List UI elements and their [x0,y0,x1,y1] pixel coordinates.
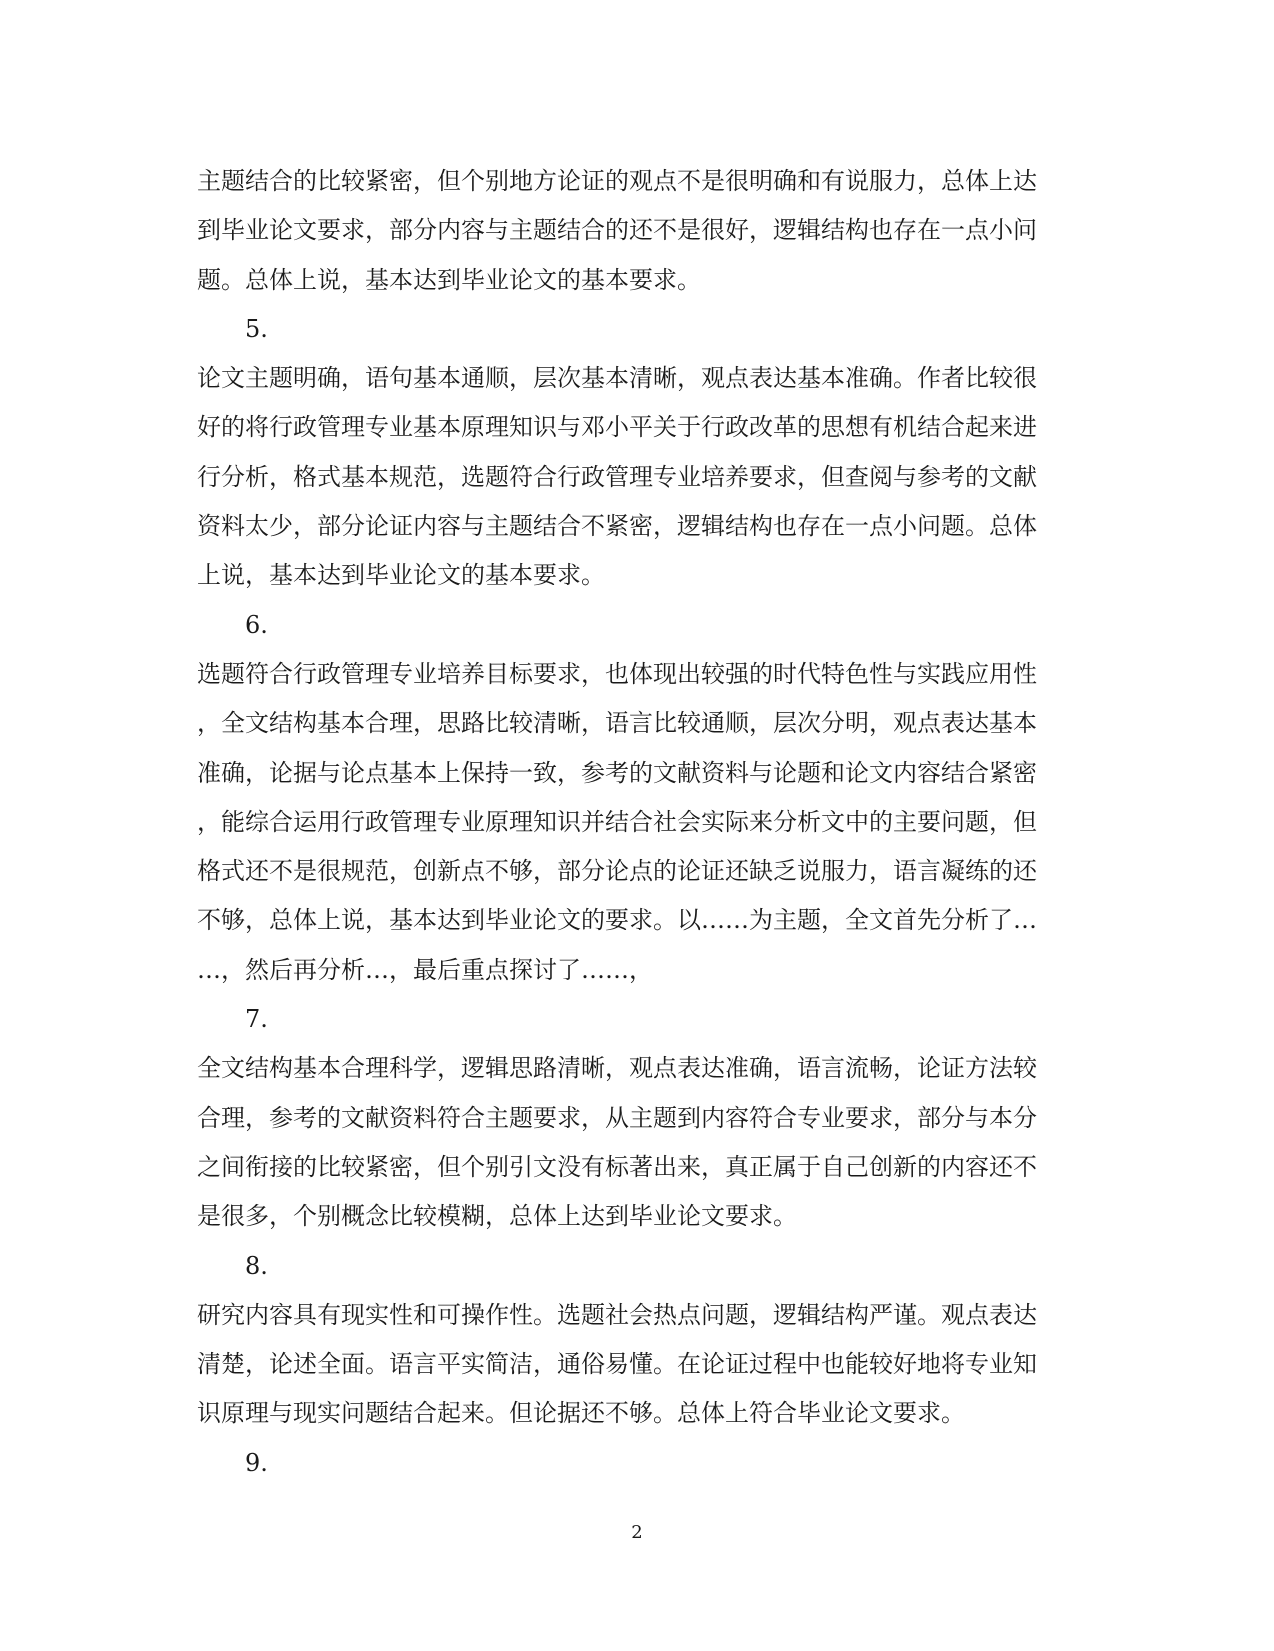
item-number-9: 9. [245,1448,268,1477]
paragraph-line: 不够，总体上说，基本达到毕业论文的要求。以……为主题，全文首先分析了… [197,906,1037,935]
paragraph-line: 研究内容具有现实性和可操作性。选题社会热点问题，逻辑结构严谨。观点表达 [197,1300,1037,1329]
paragraph-line: 到毕业论文要求，部分内容与主题结合的还不是很好，逻辑结构也存在一点小问 [197,216,1037,245]
paragraph-line: 论文主题明确，语句基本通顺，层次基本清晰，观点表达基本准确。作者比较很 [197,364,1037,393]
paragraph-line: 主题结合的比较紧密，但个别地方论证的观点不是很明确和有说服力，总体上达 [197,167,1037,195]
paragraph-line: 合理，参考的文献资料符合主题要求，从主题到内容符合专业要求，部分与本分 [197,1103,1037,1132]
paragraph-line: 上说，基本达到毕业论文的基本要求。 [197,561,605,590]
paragraph-line: 题。总体上说，基本达到毕业论文的基本要求。 [197,265,701,294]
item-number-6: 6. [245,610,268,639]
paragraph-line: 识原理与现实问题结合起来。但论据还不够。总体上符合毕业论文要求。 [197,1399,965,1428]
paragraph-line: 格式还不是很规范，创新点不够，部分论点的论证还缺乏说服力，语言凝练的还 [197,857,1037,886]
paragraph-line: 资料太少，部分论证内容与主题结合不紧密，逻辑结构也存在一点小问题。总体 [197,512,1037,541]
item-number-5: 5. [245,314,268,343]
paragraph-line: 是很多，个别概念比较模糊，总体上达到毕业论文要求。 [197,1202,797,1231]
paragraph-line: ，能综合运用行政管理专业原理知识并结合社会实际来分析文中的主要问题，但 [197,807,1037,836]
paragraph-line: 行分析，格式基本规范，选题符合行政管理专业培养要求，但查阅与参考的文献 [197,462,1037,491]
paragraph-line: 全文结构基本合理科学，逻辑思路清晰，观点表达准确，语言流畅，论证方法较 [197,1054,1037,1083]
paragraph-line: 选题符合行政管理专业培养目标要求，也体现出较强的时代特色性与实践应用性 [197,659,1037,688]
paragraph-line: 好的将行政管理专业基本原理知识与邓小平关于行政改革的思想有机结合起来进 [197,413,1037,442]
paragraph-line: 准确，论据与论点基本上保持一致，参考的文献资料与论题和论文内容结合紧密 [197,758,1037,787]
page-number: 2 [631,1522,643,1543]
paragraph-line: 清楚，论述全面。语言平实简洁，通俗易懂。在论证过程中也能较好地将专业知 [197,1350,1037,1379]
paragraph-line: ，全文结构基本合理，思路比较清晰，语言比较通顺，层次分明，观点表达基本 [197,709,1037,738]
paragraph-line: 之间衔接的比较紧密，但个别引文没有标著出来，真正属于自己创新的内容还不 [197,1152,1037,1181]
paragraph-line: …，然后再分析…，最后重点探讨了……， [197,955,653,984]
item-number-7: 7. [245,1005,268,1034]
document-body [197,157,1077,1488]
item-number-8: 8. [245,1251,268,1280]
